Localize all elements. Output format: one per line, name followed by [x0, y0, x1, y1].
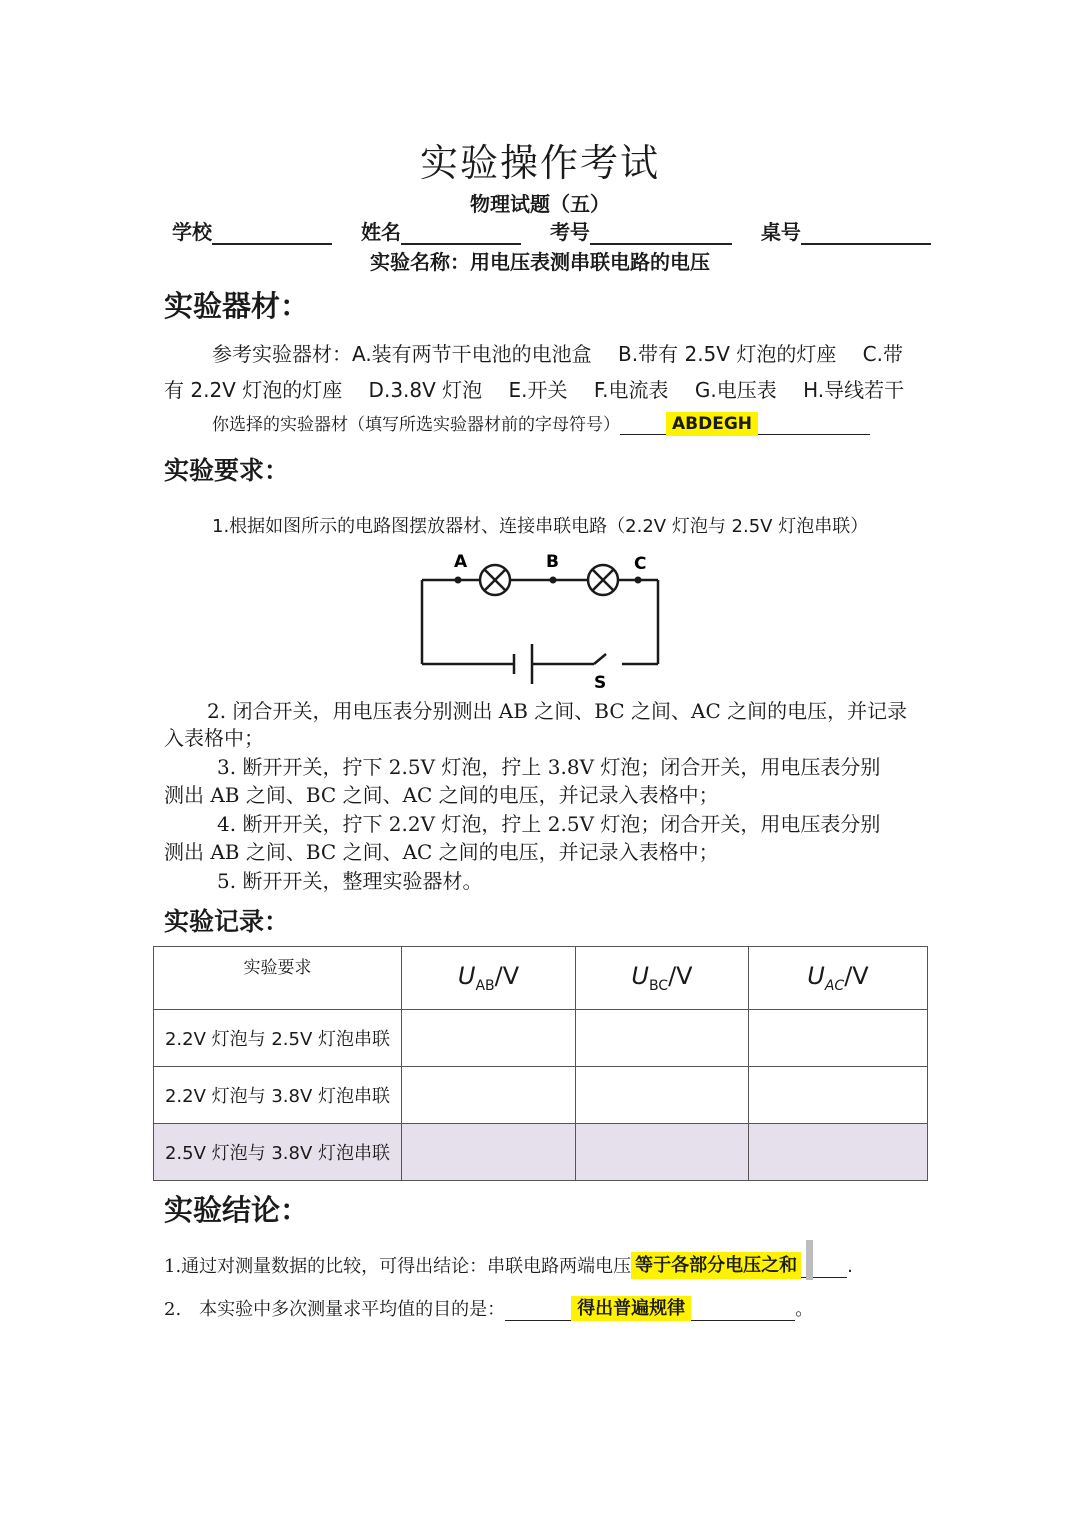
- equipment-heading: 实验器材：: [164, 289, 310, 323]
- record-table: [153, 946, 928, 1181]
- row-label: 2.5V 灯泡与 3.8V 灯泡串联: [154, 1124, 402, 1181]
- name-field[interactable]: [361, 216, 521, 245]
- requirement-step5: 5. 断开开关，整理实验器材。: [217, 869, 483, 893]
- cell-ubc[interactable]: [576, 1124, 749, 1181]
- cell-uac[interactable]: [749, 1067, 928, 1124]
- label-s: S: [594, 673, 607, 693]
- info-fields: [172, 216, 953, 245]
- conclusion-q2: [164, 1294, 813, 1321]
- desk-no-label: 桌号: [760, 220, 801, 244]
- cell-ubc[interactable]: [576, 1010, 749, 1067]
- equipment-choice: [212, 410, 870, 435]
- node-b: [550, 577, 557, 584]
- page-title: 实验操作考试: [419, 141, 660, 185]
- label-c: C: [634, 554, 647, 574]
- conclusion-q1-answer: 等于各部分电压之和: [631, 1252, 801, 1279]
- cell-uab[interactable]: [402, 1124, 576, 1181]
- school-field[interactable]: [172, 216, 332, 245]
- table-row: [154, 1010, 928, 1067]
- row-label: 2.2V 灯泡与 2.5V 灯泡串联: [154, 1010, 402, 1067]
- equipment-ref-line1: 参考实验器材：A.装有两节干电池的电池盒 B.带有 2.5V 灯泡的灯座 C.带: [212, 342, 904, 366]
- node-a: [455, 577, 462, 584]
- cell-uab[interactable]: [402, 1067, 576, 1124]
- conclusion-q1-text: 1.通过对测量数据的比较，可得出结论：串联电路两端电压: [164, 1256, 632, 1277]
- desk-no-field[interactable]: [761, 216, 931, 245]
- node-c: [635, 577, 642, 584]
- name-label: 姓名: [360, 220, 401, 244]
- equipment-choice-blank[interactable]: [620, 414, 870, 435]
- requirement-step2-line2: 入表格中；: [164, 726, 264, 750]
- label-b: B: [546, 552, 559, 572]
- requirement-step3-line2: 测出 AB 之间、BC 之间、AC 之间的电压，并记录入表格中；: [164, 783, 719, 807]
- school-label: 学校: [172, 220, 212, 244]
- text-cursor-mark: [806, 1240, 813, 1280]
- experiment-name: 实验名称：用电压表测串联电路的电压: [370, 250, 710, 274]
- exam-no-field[interactable]: [550, 216, 732, 245]
- record-heading: 实验记录：: [164, 907, 290, 936]
- desk-no-blank[interactable]: [801, 221, 931, 245]
- requirement-step2-line1: 2. 闭合开关，用电压表分别测出 AB 之间、BC 之间、AC 之间的电压，并记录: [207, 699, 908, 723]
- col-header-uab: $U_{AB}/V$: [402, 947, 576, 1010]
- requirement-step3-line1: 3. 断开开关，拧下 2.5V 灯泡，拧上 3.8V 灯泡；闭合开关，用电压表分别: [217, 755, 881, 779]
- cell-uac[interactable]: [749, 1124, 928, 1181]
- cell-uab[interactable]: [402, 1010, 576, 1067]
- circuit-diagram: [410, 548, 680, 693]
- table-row: [154, 1067, 928, 1124]
- requirement-step4-line2: 测出 AB 之间、BC 之间、AC 之间的电压，并记录入表格中；: [164, 840, 719, 864]
- requirements-heading: 实验要求：: [164, 456, 290, 485]
- col-header-requirement: 实验要求: [154, 947, 402, 1010]
- conclusion-q1: [164, 1251, 853, 1278]
- cell-ubc[interactable]: [576, 1067, 749, 1124]
- conclusion-q2-text: 2. 本实验中多次测量求平均值的目的是：: [164, 1299, 506, 1320]
- equipment-choice-answer: ABDEGH: [666, 412, 758, 436]
- conclusion-heading: 实验结论：: [164, 1193, 310, 1227]
- row-label: 2.2V 灯泡与 3.8V 灯泡串联: [154, 1067, 402, 1124]
- conclusion-q1-end: .: [847, 1256, 853, 1277]
- name-blank[interactable]: [401, 221, 521, 245]
- table-row: [154, 1124, 928, 1181]
- requirement-step1: 1.根据如图所示的电路图摆放器材、连接串联电路（2.2V 灯泡与 2.5V 灯泡串联）: [212, 516, 869, 537]
- switch-lever: [594, 654, 606, 664]
- col-header-uac: $U_{AC}/V$: [749, 947, 928, 1010]
- equipment-ref-line2: 有 2.2V 灯泡的灯座 D.3.8V 灯泡 E.开关 F.电流表 G.电压表 H.导线若干: [164, 378, 905, 402]
- conclusion-q2-end: 。: [795, 1299, 814, 1320]
- exam-no-label: 考号: [549, 220, 590, 244]
- equipment-choice-label: 你选择的实验器材（填写所选实验器材前的字母符号）: [212, 415, 620, 435]
- conclusion-q1-blank[interactable]: [631, 1251, 847, 1278]
- table-header-row: [154, 947, 928, 1010]
- col-header-ubc: $U_{BC}/V$: [576, 947, 749, 1010]
- cell-uac[interactable]: [749, 1010, 928, 1067]
- page-subtitle: 物理试题（五）: [470, 192, 610, 216]
- school-blank[interactable]: [212, 221, 332, 245]
- requirement-step4-line1: 4. 断开开关，拧下 2.2V 灯泡，拧上 2.5V 灯泡；闭合开关，用电压表分别: [217, 812, 881, 836]
- conclusion-q2-answer: 得出普遍规律: [571, 1296, 691, 1321]
- label-a: A: [454, 552, 468, 572]
- exam-no-blank[interactable]: [590, 221, 732, 245]
- conclusion-q2-blank[interactable]: [505, 1294, 795, 1321]
